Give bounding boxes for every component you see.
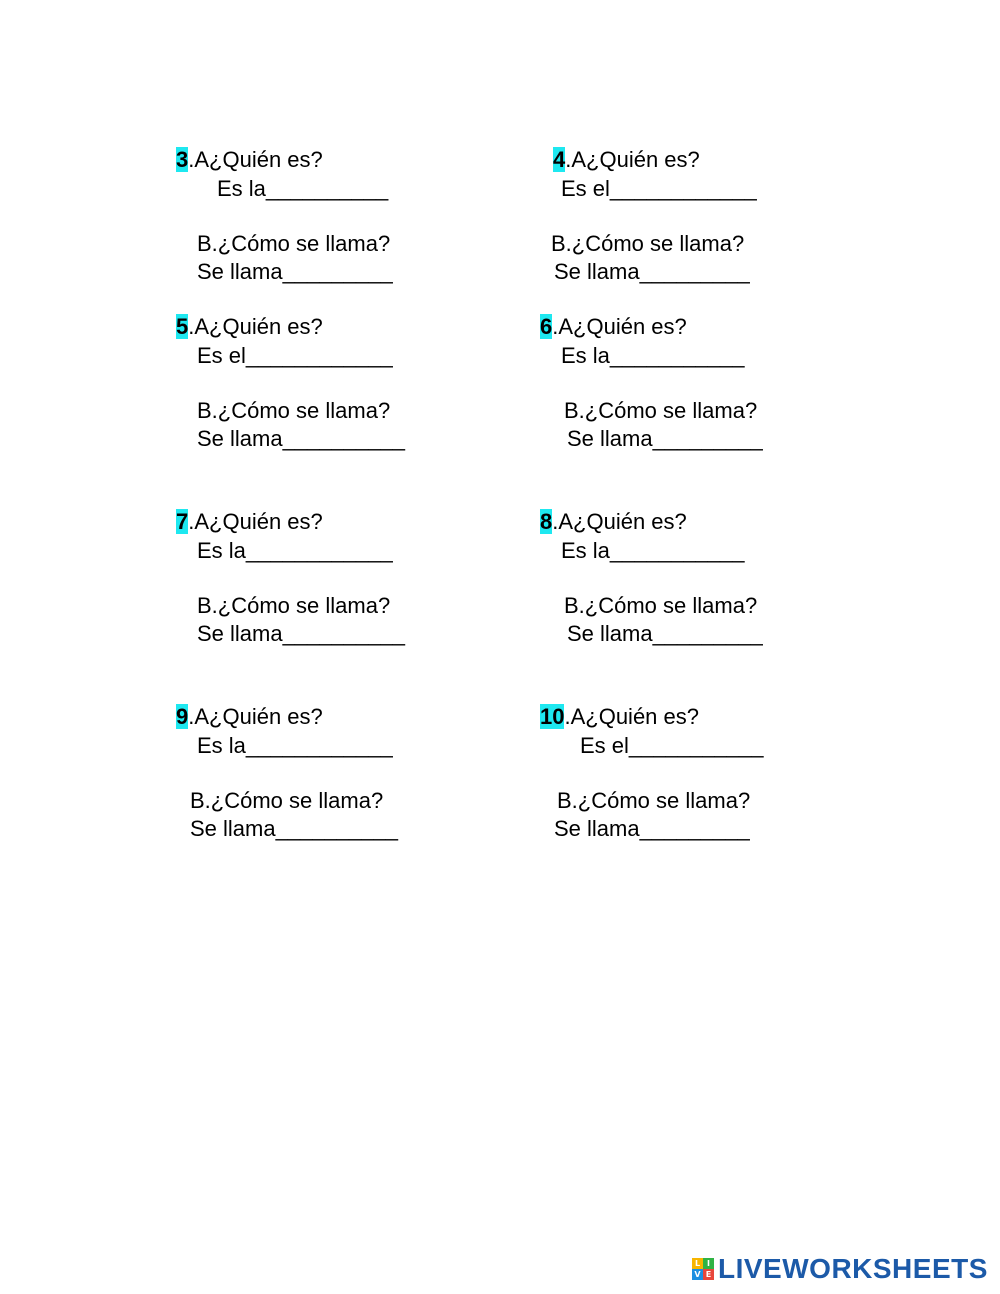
brand-name: LIVEWORKSHEETS xyxy=(718,1253,988,1284)
exercise-7-answer-b[interactable]: Se llama__________ xyxy=(197,621,405,646)
exercise-number: 7 xyxy=(176,509,189,534)
exercise-9-answer-b[interactable]: Se llama__________ xyxy=(190,816,398,841)
exercise-5-answer-b[interactable]: Se llama__________ xyxy=(197,426,405,451)
exercise-number: 10 xyxy=(540,704,565,729)
exercise-6-answer-b[interactable]: Se llama_________ xyxy=(567,426,763,451)
exercise-8-answer-a[interactable]: Es la___________ xyxy=(561,538,745,563)
exercise-10-question-b: B.¿Cómo se llama? xyxy=(557,788,751,813)
exercise-number: 8 xyxy=(540,509,553,534)
exercise-3-question-a xyxy=(176,147,323,173)
question-a-text: .A¿Quién es? xyxy=(552,314,687,339)
exercise-9-question-b: B.¿Cómo se llama? xyxy=(190,788,384,813)
exercise-5-answer-a[interactable]: Es el____________ xyxy=(197,343,393,368)
exercise-9-question-a xyxy=(176,704,323,730)
exercise-3-answer-a[interactable]: Es la__________ xyxy=(217,176,389,201)
exercise-7-answer-a[interactable]: Es la____________ xyxy=(197,538,393,563)
question-a-text: .A¿Quién es? xyxy=(565,147,700,172)
exercise-8-answer-b[interactable]: Se llama_________ xyxy=(567,621,763,646)
exercise-3-answer-b[interactable]: Se llama_________ xyxy=(197,259,393,284)
exercise-4-answer-a[interactable]: Es el____________ xyxy=(561,176,757,201)
exercise-4-question-a xyxy=(553,147,700,173)
exercise-number: 6 xyxy=(540,314,553,339)
question-a-text: .A¿Quién es? xyxy=(552,509,687,534)
exercise-number: 3 xyxy=(176,147,189,172)
exercise-7-question-b: B.¿Cómo se llama? xyxy=(197,593,391,618)
exercise-6-question-b: B.¿Cómo se llama? xyxy=(564,398,758,423)
liveworksheets-brand xyxy=(692,1254,988,1284)
exercise-4-question-b: B.¿Cómo se llama? xyxy=(551,231,745,256)
exercise-6-question-a xyxy=(540,314,687,340)
question-a-text: .A¿Quién es? xyxy=(188,704,323,729)
exercise-8-question-b: B.¿Cómo se llama? xyxy=(564,593,758,618)
logo-letter-e: E xyxy=(703,1269,714,1280)
exercise-number: 5 xyxy=(176,314,189,339)
exercise-5-question-a xyxy=(176,314,323,340)
question-a-text: .A¿Quién es? xyxy=(564,704,699,729)
exercise-number: 9 xyxy=(176,704,189,729)
question-a-text: .A¿Quién es? xyxy=(188,314,323,339)
exercise-9-answer-a[interactable]: Es la____________ xyxy=(197,733,393,758)
exercise-10-question-a xyxy=(540,704,699,730)
exercise-7-question-a xyxy=(176,509,323,535)
exercise-3-question-b: B.¿Cómo se llama? xyxy=(197,231,391,256)
exercise-4-answer-b[interactable]: Se llama_________ xyxy=(554,259,750,284)
exercise-5-question-b: B.¿Cómo se llama? xyxy=(197,398,391,423)
exercise-number: 4 xyxy=(553,147,566,172)
exercise-8-question-a xyxy=(540,509,687,535)
logo-letter-i: I xyxy=(703,1258,714,1269)
liveworksheets-logo-icon xyxy=(692,1258,714,1280)
question-a-text: .A¿Quién es? xyxy=(188,509,323,534)
question-a-text: .A¿Quién es? xyxy=(188,147,323,172)
exercise-10-answer-a[interactable]: Es el___________ xyxy=(580,733,764,758)
exercise-6-answer-a[interactable]: Es la___________ xyxy=(561,343,745,368)
logo-letter-v: V xyxy=(692,1269,703,1280)
exercise-10-answer-b[interactable]: Se llama_________ xyxy=(554,816,750,841)
logo-letter-l: L xyxy=(692,1258,703,1269)
